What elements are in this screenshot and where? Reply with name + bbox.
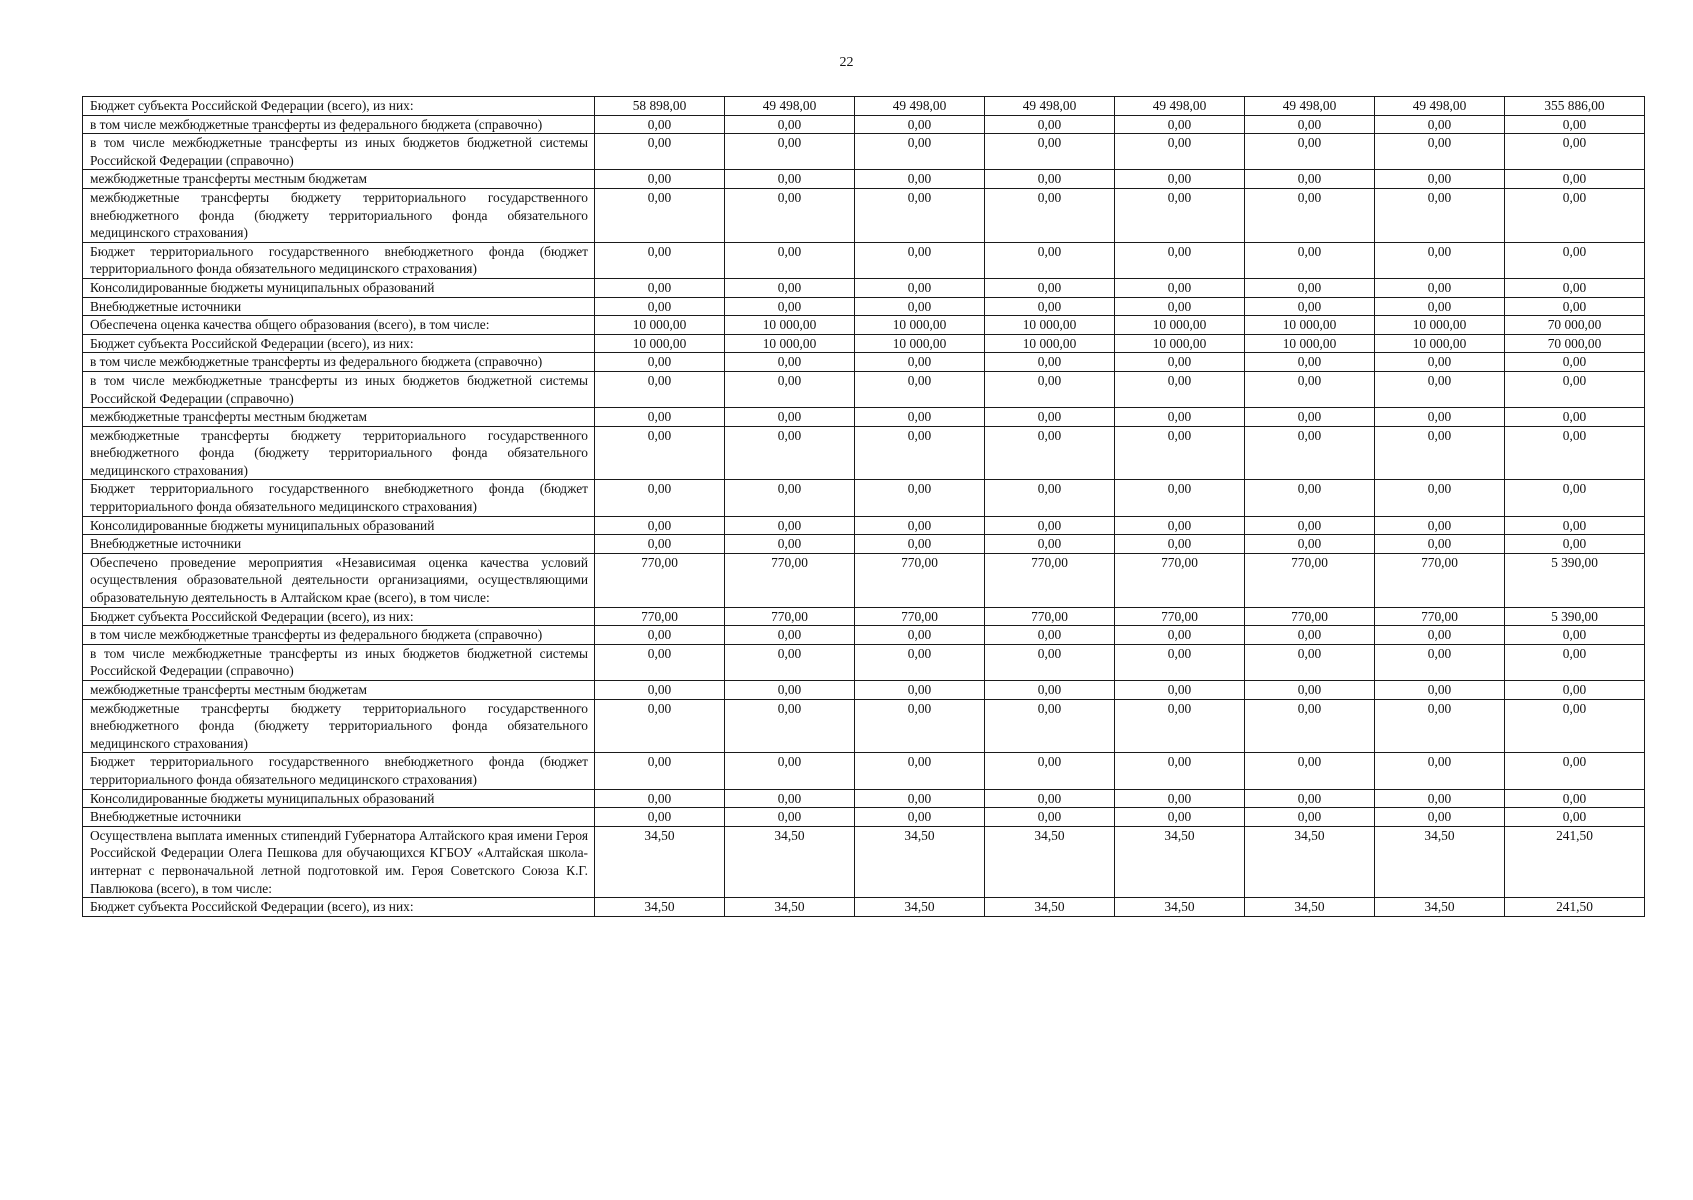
row-year-value: 0,00 [1115, 681, 1245, 700]
row-year-value: 0,00 [1375, 753, 1505, 789]
row-year-value: 0,00 [725, 115, 855, 134]
row-year-value: 0,00 [1115, 753, 1245, 789]
row-year-value: 0,00 [985, 242, 1115, 278]
row-label: Бюджет субъекта Российской Федерации (всего), из них: [83, 607, 595, 626]
row-label: Внебюджетные источники [83, 808, 595, 827]
row-year-value: 0,00 [1245, 426, 1375, 480]
row-label: Обеспечена оценка качества общего образования (всего), в том числе: [83, 316, 595, 335]
row-year-value: 0,00 [855, 297, 985, 316]
row-year-value: 770,00 [985, 553, 1115, 607]
row-year-value: 0,00 [725, 170, 855, 189]
row-year-value: 0,00 [985, 644, 1115, 680]
row-year-value: 0,00 [985, 626, 1115, 645]
row-label: Бюджет субъекта Российской Федерации (всего), из них: [83, 97, 595, 116]
row-year-value: 0,00 [1245, 626, 1375, 645]
row-year-value: 0,00 [1375, 426, 1505, 480]
row-year-value: 0,00 [1245, 808, 1375, 827]
row-year-value: 34,50 [595, 826, 725, 897]
budget-table [82, 96, 1645, 917]
row-label: в том числе межбюджетные трансферты из иных бюджетов бюджетной системы Российской Федерации (справочно) [83, 134, 595, 170]
row-total-value: 70 000,00 [1505, 316, 1645, 335]
row-year-value: 0,00 [1375, 808, 1505, 827]
row-total-value: 0,00 [1505, 188, 1645, 242]
row-year-value: 0,00 [1375, 516, 1505, 535]
row-year-value: 0,00 [725, 371, 855, 407]
row-year-value: 0,00 [725, 753, 855, 789]
row-total-value: 0,00 [1505, 134, 1645, 170]
row-year-value: 0,00 [725, 480, 855, 516]
row-total-value: 0,00 [1505, 699, 1645, 753]
row-label: Консолидированные бюджеты муниципальных образований [83, 789, 595, 808]
row-year-value: 0,00 [855, 170, 985, 189]
row-year-value: 0,00 [725, 188, 855, 242]
row-year-value: 770,00 [725, 553, 855, 607]
row-total-value: 0,00 [1505, 353, 1645, 372]
row-year-value: 0,00 [855, 371, 985, 407]
row-year-value: 770,00 [855, 553, 985, 607]
row-year-value: 0,00 [725, 681, 855, 700]
row-year-value: 0,00 [725, 516, 855, 535]
row-year-value: 34,50 [855, 826, 985, 897]
row-label: Бюджет субъекта Российской Федерации (всего), из них: [83, 898, 595, 917]
row-total-value: 241,50 [1505, 898, 1645, 917]
row-year-value: 0,00 [985, 170, 1115, 189]
row-year-value: 49 498,00 [855, 97, 985, 116]
row-total-value: 0,00 [1505, 242, 1645, 278]
table-row [83, 898, 1645, 917]
row-year-value: 0,00 [1245, 535, 1375, 554]
row-year-value: 0,00 [1245, 170, 1375, 189]
row-year-value: 0,00 [725, 535, 855, 554]
table-row [83, 626, 1645, 645]
table-row [83, 188, 1645, 242]
row-year-value: 0,00 [1375, 371, 1505, 407]
budget-table-body [83, 97, 1645, 917]
row-year-value: 0,00 [1115, 297, 1245, 316]
row-year-value: 0,00 [725, 278, 855, 297]
row-year-value: 0,00 [985, 188, 1115, 242]
row-year-value: 49 498,00 [985, 97, 1115, 116]
row-year-value: 0,00 [1245, 188, 1375, 242]
row-label: межбюджетные трансферты местным бюджетам [83, 408, 595, 427]
table-row [83, 242, 1645, 278]
row-year-value: 0,00 [1245, 408, 1375, 427]
row-total-value: 5 390,00 [1505, 607, 1645, 626]
page-number: 22 [839, 55, 854, 70]
row-year-value: 10 000,00 [595, 334, 725, 353]
row-label: межбюджетные трансферты бюджету территориального государственного внебюджетного фонда (бюджету территориального фонда обязательного медицинского страхования) [83, 699, 595, 753]
row-year-value: 34,50 [985, 898, 1115, 917]
table-row [83, 426, 1645, 480]
row-year-value: 0,00 [1245, 242, 1375, 278]
row-year-value: 770,00 [1375, 553, 1505, 607]
table-row [83, 278, 1645, 297]
row-total-value: 0,00 [1505, 426, 1645, 480]
row-year-value: 10 000,00 [725, 316, 855, 335]
row-year-value: 770,00 [985, 607, 1115, 626]
row-year-value: 770,00 [1245, 553, 1375, 607]
table-row [83, 353, 1645, 372]
row-total-value: 0,00 [1505, 371, 1645, 407]
row-year-value: 0,00 [1375, 115, 1505, 134]
row-year-value: 0,00 [1245, 134, 1375, 170]
row-year-value: 0,00 [595, 516, 725, 535]
row-year-value: 0,00 [1115, 644, 1245, 680]
table-row [83, 681, 1645, 700]
row-year-value: 10 000,00 [1115, 334, 1245, 353]
row-label: в том числе межбюджетные трансферты из федерального бюджета (справочно) [83, 353, 595, 372]
row-total-value: 0,00 [1505, 644, 1645, 680]
row-year-value: 0,00 [595, 644, 725, 680]
row-year-value: 770,00 [595, 553, 725, 607]
table-row [83, 607, 1645, 626]
row-total-value: 0,00 [1505, 170, 1645, 189]
row-year-value: 0,00 [725, 644, 855, 680]
row-total-value: 0,00 [1505, 681, 1645, 700]
row-year-value: 0,00 [725, 297, 855, 316]
row-year-value: 0,00 [855, 516, 985, 535]
row-year-value: 0,00 [725, 626, 855, 645]
row-year-value: 0,00 [855, 808, 985, 827]
row-year-value: 0,00 [1115, 115, 1245, 134]
row-year-value: 0,00 [595, 753, 725, 789]
row-total-value: 355 886,00 [1505, 97, 1645, 116]
row-year-value: 0,00 [1115, 789, 1245, 808]
row-total-value: 0,00 [1505, 115, 1645, 134]
row-year-value: 49 498,00 [1115, 97, 1245, 116]
row-year-value: 0,00 [725, 808, 855, 827]
row-year-value: 34,50 [1375, 898, 1505, 917]
row-year-value: 10 000,00 [595, 316, 725, 335]
row-year-value: 0,00 [985, 134, 1115, 170]
row-year-value: 0,00 [1375, 789, 1505, 808]
row-year-value: 49 498,00 [725, 97, 855, 116]
row-year-value: 0,00 [595, 115, 725, 134]
row-year-value: 0,00 [595, 480, 725, 516]
row-year-value: 0,00 [855, 188, 985, 242]
row-year-value: 0,00 [725, 699, 855, 753]
row-year-value: 0,00 [1245, 753, 1375, 789]
row-year-value: 0,00 [985, 278, 1115, 297]
row-year-value: 0,00 [985, 371, 1115, 407]
row-label: Внебюджетные источники [83, 535, 595, 554]
row-year-value: 0,00 [985, 353, 1115, 372]
row-year-value: 34,50 [1115, 826, 1245, 897]
row-year-value: 770,00 [1375, 607, 1505, 626]
row-year-value: 0,00 [1375, 626, 1505, 645]
row-year-value: 49 498,00 [1375, 97, 1505, 116]
row-year-value: 0,00 [1375, 699, 1505, 753]
row-year-value: 0,00 [985, 808, 1115, 827]
row-year-value: 0,00 [1375, 535, 1505, 554]
row-year-value: 0,00 [1375, 681, 1505, 700]
row-year-value: 0,00 [855, 278, 985, 297]
row-total-value: 0,00 [1505, 278, 1645, 297]
row-year-value: 0,00 [595, 134, 725, 170]
row-year-value: 0,00 [855, 681, 985, 700]
row-label: межбюджетные трансферты бюджету территориального государственного внебюджетного фонда (бюджету территориального фонда обязательного медицинского страхования) [83, 188, 595, 242]
row-total-value: 0,00 [1505, 789, 1645, 808]
row-year-value: 0,00 [595, 808, 725, 827]
row-year-value: 0,00 [1245, 297, 1375, 316]
row-label: Бюджет территориального государственного внебюджетного фонда (бюджет территориального фонда обязательного медицинского страхования) [83, 753, 595, 789]
row-year-value: 0,00 [855, 535, 985, 554]
table-row [83, 699, 1645, 753]
row-year-value: 0,00 [855, 426, 985, 480]
row-label: в том числе межбюджетные трансферты из федерального бюджета (справочно) [83, 626, 595, 645]
row-year-value: 0,00 [985, 681, 1115, 700]
row-year-value: 0,00 [1115, 408, 1245, 427]
row-year-value: 0,00 [1115, 516, 1245, 535]
row-year-value: 0,00 [1245, 353, 1375, 372]
row-label: Бюджет территориального государственного внебюджетного фонда (бюджет территориального фонда обязательного медицинского страхования) [83, 242, 595, 278]
row-year-value: 0,00 [855, 699, 985, 753]
row-year-value: 0,00 [985, 535, 1115, 554]
row-total-value: 0,00 [1505, 297, 1645, 316]
row-year-value: 770,00 [595, 607, 725, 626]
row-year-value: 0,00 [855, 242, 985, 278]
table-row [83, 297, 1645, 316]
row-year-value: 770,00 [855, 607, 985, 626]
row-label: межбюджетные трансферты бюджету территориального государственного внебюджетного фонда (бюджету территориального фонда обязательного медицинского страхования) [83, 426, 595, 480]
row-year-value: 34,50 [725, 826, 855, 897]
table-row [83, 644, 1645, 680]
row-year-value: 0,00 [855, 480, 985, 516]
row-year-value: 10 000,00 [985, 316, 1115, 335]
row-year-value: 0,00 [1375, 408, 1505, 427]
row-year-value: 0,00 [595, 188, 725, 242]
row-year-value: 0,00 [725, 426, 855, 480]
row-year-value: 0,00 [1115, 808, 1245, 827]
row-year-value: 0,00 [1245, 681, 1375, 700]
row-year-value: 0,00 [1115, 699, 1245, 753]
row-label: Осуществлена выплата именных стипендий Губернатора Алтайского края имени Героя Российской Федерации Олега Пешкова для обучающихся КГБОУ «Алтайская школа-интернат с первоначальной летной подготовкой им. Героя Советского Союза К.Г. Павлюкова (всего), в том числе: [83, 826, 595, 897]
table-row [83, 808, 1645, 827]
row-year-value: 34,50 [1375, 826, 1505, 897]
row-year-value: 0,00 [1245, 789, 1375, 808]
table-row [83, 789, 1645, 808]
row-year-value: 0,00 [1115, 626, 1245, 645]
row-year-value: 0,00 [1375, 278, 1505, 297]
row-label: Бюджет субъекта Российской Федерации (всего), из них: [83, 334, 595, 353]
row-year-value: 0,00 [855, 789, 985, 808]
row-year-value: 0,00 [985, 516, 1115, 535]
row-year-value: 0,00 [1375, 644, 1505, 680]
row-year-value: 0,00 [855, 115, 985, 134]
row-year-value: 0,00 [725, 408, 855, 427]
row-year-value: 0,00 [855, 408, 985, 427]
table-row [83, 480, 1645, 516]
table-row [83, 115, 1645, 134]
row-year-value: 0,00 [1375, 353, 1505, 372]
row-year-value: 0,00 [1115, 353, 1245, 372]
row-year-value: 0,00 [1245, 278, 1375, 297]
row-year-value: 0,00 [1115, 170, 1245, 189]
row-year-value: 10 000,00 [985, 334, 1115, 353]
row-year-value: 0,00 [1245, 644, 1375, 680]
row-year-value: 770,00 [1115, 607, 1245, 626]
row-year-value: 0,00 [1375, 170, 1505, 189]
row-year-value: 0,00 [1245, 371, 1375, 407]
row-label: межбюджетные трансферты местным бюджетам [83, 170, 595, 189]
row-year-value: 0,00 [985, 408, 1115, 427]
row-year-value: 0,00 [595, 699, 725, 753]
row-year-value: 10 000,00 [855, 316, 985, 335]
row-year-value: 0,00 [855, 753, 985, 789]
row-total-value: 0,00 [1505, 408, 1645, 427]
row-label: в том числе межбюджетные трансферты из иных бюджетов бюджетной системы Российской Федерации (справочно) [83, 371, 595, 407]
row-year-value: 0,00 [855, 644, 985, 680]
row-year-value: 0,00 [595, 371, 725, 407]
table-row [83, 516, 1645, 535]
row-year-value: 0,00 [1115, 278, 1245, 297]
row-year-value: 34,50 [1245, 898, 1375, 917]
row-year-value: 34,50 [1245, 826, 1375, 897]
table-row [83, 371, 1645, 407]
row-year-value: 0,00 [725, 242, 855, 278]
row-total-value: 5 390,00 [1505, 553, 1645, 607]
table-row [83, 316, 1645, 335]
row-total-value: 0,00 [1505, 535, 1645, 554]
row-year-value: 0,00 [1115, 426, 1245, 480]
row-label: в том числе межбюджетные трансферты из федерального бюджета (справочно) [83, 115, 595, 134]
row-year-value: 0,00 [1245, 115, 1375, 134]
table-row [83, 170, 1645, 189]
row-year-value: 0,00 [1375, 297, 1505, 316]
row-year-value: 0,00 [725, 134, 855, 170]
row-year-value: 0,00 [595, 242, 725, 278]
row-total-value: 241,50 [1505, 826, 1645, 897]
row-year-value: 0,00 [1115, 480, 1245, 516]
row-year-value: 0,00 [1245, 480, 1375, 516]
row-year-value: 0,00 [985, 789, 1115, 808]
table-row [83, 134, 1645, 170]
row-year-value: 49 498,00 [1245, 97, 1375, 116]
row-year-value: 0,00 [595, 626, 725, 645]
row-year-value: 770,00 [1115, 553, 1245, 607]
table-row [83, 408, 1645, 427]
row-year-value: 0,00 [725, 353, 855, 372]
row-year-value: 0,00 [985, 115, 1115, 134]
row-year-value: 0,00 [985, 297, 1115, 316]
row-year-value: 0,00 [855, 626, 985, 645]
row-year-value: 0,00 [985, 753, 1115, 789]
row-year-value: 0,00 [985, 699, 1115, 753]
row-year-value: 0,00 [1115, 371, 1245, 407]
row-year-value: 0,00 [595, 278, 725, 297]
row-year-value: 0,00 [1375, 480, 1505, 516]
row-year-value: 10 000,00 [1115, 316, 1245, 335]
row-total-value: 0,00 [1505, 480, 1645, 516]
row-total-value: 0,00 [1505, 626, 1645, 645]
row-year-value: 0,00 [595, 353, 725, 372]
row-year-value: 34,50 [725, 898, 855, 917]
row-total-value: 0,00 [1505, 753, 1645, 789]
row-year-value: 10 000,00 [855, 334, 985, 353]
row-year-value: 0,00 [1375, 134, 1505, 170]
row-year-value: 10 000,00 [1245, 316, 1375, 335]
row-year-value: 34,50 [985, 826, 1115, 897]
table-row [83, 535, 1645, 554]
row-year-value: 0,00 [1375, 188, 1505, 242]
row-year-value: 0,00 [1115, 134, 1245, 170]
table-row [83, 553, 1645, 607]
table-row [83, 97, 1645, 116]
row-year-value: 0,00 [725, 789, 855, 808]
row-year-value: 34,50 [1115, 898, 1245, 917]
row-year-value: 0,00 [855, 353, 985, 372]
table-row [83, 826, 1645, 897]
row-year-value: 10 000,00 [1245, 334, 1375, 353]
row-year-value: 0,00 [985, 426, 1115, 480]
row-total-value: 0,00 [1505, 516, 1645, 535]
row-year-value: 0,00 [595, 789, 725, 808]
row-label: Консолидированные бюджеты муниципальных образований [83, 278, 595, 297]
row-year-value: 0,00 [595, 408, 725, 427]
row-year-value: 0,00 [595, 681, 725, 700]
row-year-value: 0,00 [595, 170, 725, 189]
row-year-value: 770,00 [725, 607, 855, 626]
table-row [83, 753, 1645, 789]
row-year-value: 0,00 [1245, 516, 1375, 535]
row-label: в том числе межбюджетные трансферты из иных бюджетов бюджетной системы Российской Федерации (справочно) [83, 644, 595, 680]
row-year-value: 34,50 [595, 898, 725, 917]
row-year-value: 770,00 [1245, 607, 1375, 626]
row-year-value: 0,00 [855, 134, 985, 170]
row-label: Консолидированные бюджеты муниципальных образований [83, 516, 595, 535]
row-year-value: 10 000,00 [725, 334, 855, 353]
row-year-value: 0,00 [595, 297, 725, 316]
row-year-value: 58 898,00 [595, 97, 725, 116]
row-year-value: 34,50 [855, 898, 985, 917]
budget-table-container [82, 96, 1644, 917]
row-year-value: 10 000,00 [1375, 334, 1505, 353]
row-year-value: 0,00 [595, 426, 725, 480]
row-year-value: 0,00 [1245, 699, 1375, 753]
row-total-value: 0,00 [1505, 808, 1645, 827]
row-year-value: 0,00 [1115, 188, 1245, 242]
row-label: Бюджет территориального государственного внебюджетного фонда (бюджет территориального фонда обязательного медицинского страхования) [83, 480, 595, 516]
row-total-value: 70 000,00 [1505, 334, 1645, 353]
row-year-value: 0,00 [985, 480, 1115, 516]
table-row [83, 334, 1645, 353]
row-label: Обеспечено проведение мероприятия «Независимая оценка качества условий осуществления образовательной деятельности организациями, осуществляющими образовательную деятельность в Алтайском крае (всего), в том числе: [83, 553, 595, 607]
row-year-value: 0,00 [1375, 242, 1505, 278]
row-year-value: 0,00 [1115, 535, 1245, 554]
row-year-value: 0,00 [595, 535, 725, 554]
row-year-value: 10 000,00 [1375, 316, 1505, 335]
row-label: Внебюджетные источники [83, 297, 595, 316]
row-year-value: 0,00 [1115, 242, 1245, 278]
row-label: межбюджетные трансферты местным бюджетам [83, 681, 595, 700]
